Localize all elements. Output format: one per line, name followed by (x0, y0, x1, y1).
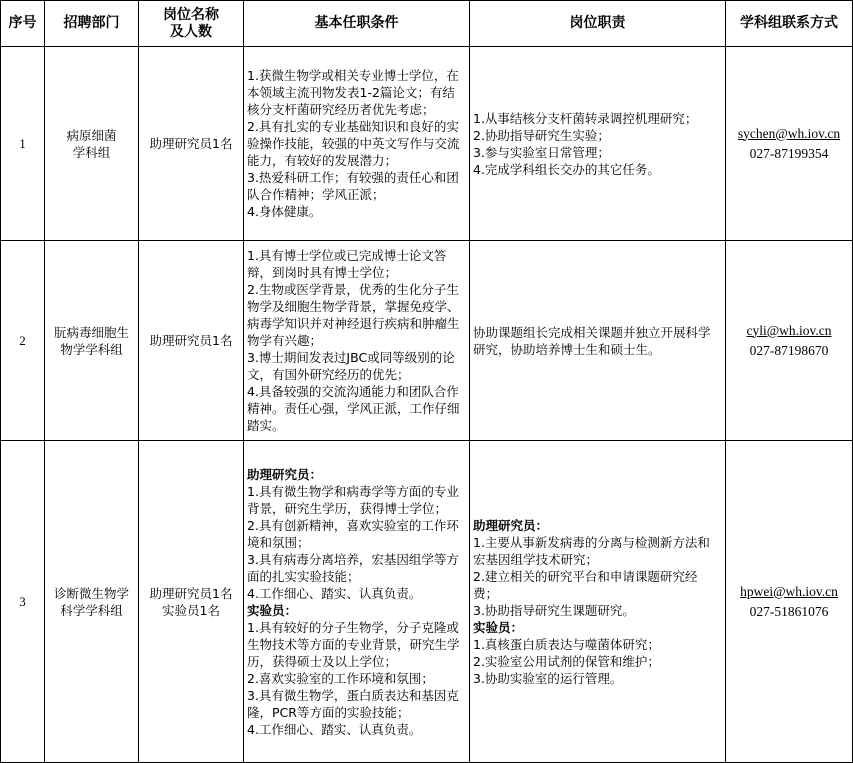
header-position (139, 1, 244, 47)
contact-email-link[interactable]: hpwei@wh.iov.cn (740, 583, 838, 599)
contact-email-link[interactable]: cyli@wh.iov.cn (746, 322, 832, 338)
header-contact: 学科组联系方式 (726, 1, 853, 47)
row-requirements: 1.具有博士学位或已完成博士论文答辩，到岗时具有博士学位； 2.生物或医学背景，优秀的生化分子生物学及细胞生物学背景，掌握免疫学、病毒学知识并对神经退行疾病和肿瘤生物学有兴趣； 3.博士期间发表过JBC或同等级别的论文，有国外研究经历的优先； 4.具备较强的交流沟通能力和团队合作精神。责任心强，学风正派，工作仔细踏实。 (244, 241, 470, 441)
header-row (1, 1, 853, 47)
contact-phone: 027-51861076 (749, 603, 829, 619)
header-requirements: 基本任职条件 (244, 1, 470, 47)
row-duties: 协助课题组长完成相关课题并独立开展科学研究，协助培养博士生和硕士生。 (470, 241, 726, 441)
table-row (1, 47, 853, 241)
table-row (1, 241, 853, 441)
row-position: 助理研究员1名 (139, 241, 244, 441)
row-position: 助理研究员1名 (139, 47, 244, 241)
row-dept: 病原细菌 学科组 (45, 47, 139, 241)
contact-phone: 027-87199354 (749, 145, 829, 161)
row-position: 助理研究员1名 实验员1名 (139, 441, 244, 763)
row-seq: 3 (1, 441, 45, 763)
contact-email-link[interactable]: sychen@wh.iov.cn (737, 125, 841, 141)
header-dept: 招聘部门 (45, 1, 139, 47)
row-contact (726, 47, 853, 241)
row-seq: 2 (1, 241, 45, 441)
header-position-line2: 及人数 (170, 23, 212, 40)
duty-heading-technician: 实验员： (473, 619, 524, 635)
row-requirements: 助理研究员： 1.具有微生物学和病毒学等方面的专业背景，研究生学历，获得博士学位； 2.具有创新精神，喜欢实验室的工作环境和氛围； 3.具有病毒分离培养，宏基因组学等方面的扎实实验技能； 4.工作细心、踏实、认真负责。 实验员： 1.具有较好的分子生物学，分子克隆或生物技术等方面的专业背景，研究生学历，获得硕士及以上学位； 2.喜欢实验室的工作环境和氛围； 3.具有微生物学，蛋白质表达和基因克隆，PCR等方面的实验技能； 4.工作细心、踏实、认真负责。 (244, 441, 470, 763)
req-heading-technician: 实验员： (247, 602, 298, 618)
duty-heading-assistant: 助理研究员： (473, 517, 549, 533)
row-contact (726, 241, 853, 441)
row-dept: 诊断微生物学 科学学科组 (45, 441, 139, 763)
req-heading-assistant: 助理研究员： (247, 466, 323, 482)
header-position-line1: 岗位名称 (163, 6, 219, 23)
table-row (1, 441, 853, 763)
row-dept: 朊病毒细胞生 物学学科组 (45, 241, 139, 441)
row-duties: 1.从事结核分支杆菌转录调控机理研究； 2.协助指导研究生实验； 3.参与实验室日常管理； 4.完成学科组长交办的其它任务。 (470, 47, 726, 241)
row-requirements: 1.获微生物学或相关专业博士学位，在本领域主流刊物发表1-2篇论文；有结核分支杆菌研究经历者优先考虑； 2.具有扎实的专业基础知识和良好的实验操作技能，较强的中英文写作与交流能力，有较好的发展潜力； 3.热爱科研工作；有较强的责任心和团队合作精神；学风正派； 4.身体健康。 (244, 47, 470, 241)
row-duties: 助理研究员： 1.主要从事新发病毒的分离与检测新方法和宏基因组学技术研究； 2.建立相关的研究平台和申请课题研究经费； 3.协助指导研究生课题研究。 实验员： 1.真核蛋白质表达与噬菌体研究； 2.实验室公用试剂的保管和维护； 3.协助实验室的运行管理。 (470, 441, 726, 763)
row-contact (726, 441, 853, 763)
header-duties: 岗位职责 (470, 1, 726, 47)
row-seq: 1 (1, 47, 45, 241)
header-seq: 序号 (1, 1, 45, 47)
contact-phone: 027-87198670 (749, 342, 829, 358)
